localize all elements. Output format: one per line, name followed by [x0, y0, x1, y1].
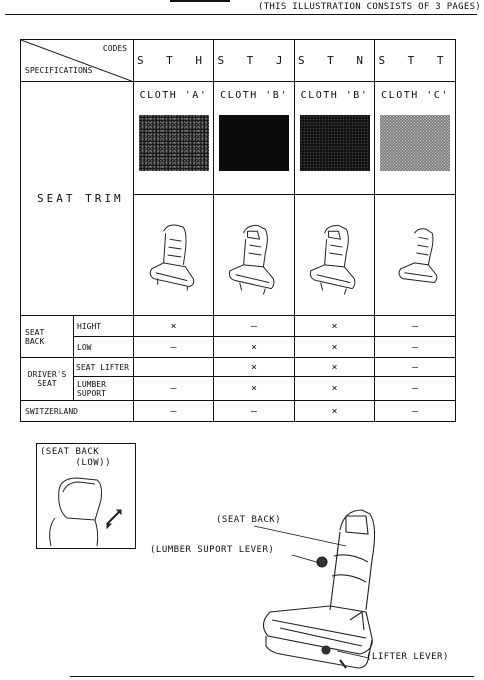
mark-swiss-stn: ×	[295, 401, 375, 422]
top-mark	[170, 0, 230, 2]
mark-swiss-sth: —	[134, 401, 214, 422]
mark-lumber-stt: —	[375, 377, 456, 401]
callout-seat-back: (SEAT BACK)	[216, 515, 282, 525]
mark-lifter-sth	[134, 358, 214, 377]
seat-trim-label: SEAT TRIM	[37, 192, 124, 205]
corner-codes: CODES	[102, 44, 127, 53]
cloth-a-label: CLOTH 'A'	[139, 90, 208, 101]
mark-lumber-sth: —	[134, 377, 214, 401]
mark-low-sth: —	[134, 337, 214, 358]
drivers-seat-label: DRIVER'S SEAT	[21, 358, 74, 401]
mark-hight-stn: ×	[295, 316, 375, 337]
switzerland-label: SWITZERLAND	[21, 401, 134, 422]
bottom-rule	[70, 676, 474, 677]
cloth-a-swatch	[139, 115, 209, 171]
mark-lifter-stn: ×	[295, 358, 375, 377]
mark-lifter-stj: ×	[214, 358, 295, 377]
top-rule	[5, 14, 477, 15]
page-note: (THIS ILLUSTRATION CONSISTS OF 3 PAGES)	[258, 2, 482, 12]
cloth-c-swatch	[380, 115, 450, 171]
mark-lumber-stj: ×	[214, 377, 295, 401]
code-stj: S T J	[214, 40, 295, 82]
mark-lumber-stn: ×	[295, 377, 375, 401]
mark-low-stn: ×	[295, 337, 375, 358]
callout-lifter: (LIFTER LEVER)	[366, 652, 449, 662]
mark-low-stt: —	[375, 337, 456, 358]
row-lumber-label: LUMBER SUPORT	[74, 377, 134, 401]
mark-hight-stt: —	[375, 316, 456, 337]
cloth-b2-swatch	[300, 115, 370, 171]
cloth-b-swatch	[219, 115, 289, 171]
mark-low-stj: ×	[214, 337, 295, 358]
cloth-c-label: CLOTH 'C'	[381, 90, 449, 101]
cloth-b2-cell	[295, 82, 375, 195]
seat-stt-cell	[375, 195, 456, 316]
corner-specs: SPECIFICATIONS	[25, 66, 93, 75]
mark-hight-stj: —	[214, 316, 295, 337]
seat-back-label: SEAT BACK	[21, 316, 74, 358]
seat-sth-cell	[134, 195, 214, 316]
row-lifter-label: SEAT LIFTER	[74, 358, 134, 377]
seat-stj-cell	[214, 195, 295, 316]
leader-lifter	[335, 648, 375, 663]
mark-swiss-stt: —	[375, 401, 456, 422]
seat-illustration	[134, 203, 213, 303]
seat-trim-cell	[21, 82, 134, 316]
inset-title: (SEAT BACK (LOW))	[40, 447, 112, 468]
seat-illustration	[214, 203, 293, 303]
corner-cell	[21, 40, 134, 82]
row-hight-label: HIGHT	[74, 316, 134, 337]
cloth-c-cell	[375, 82, 456, 195]
seat-illustration	[375, 203, 454, 303]
code-sth: S T H	[134, 40, 214, 82]
inset-seat-back-low	[36, 443, 136, 549]
seat-stn-cell	[295, 195, 375, 316]
cloth-b-label: CLOTH 'B'	[220, 90, 288, 101]
cloth-a-cell	[134, 82, 214, 195]
code-stn: S T N	[295, 40, 375, 82]
code-stt: S T T	[375, 40, 456, 82]
seat-illustration	[295, 203, 374, 303]
cloth-b2-label: CLOTH 'B'	[300, 90, 369, 101]
mark-hight-sth: ×	[134, 316, 214, 337]
callout-lumber: (LUMBER SUPORT LEVER)	[150, 545, 275, 555]
spec-table	[20, 39, 456, 422]
leader-lumber	[290, 553, 340, 568]
cloth-b-cell	[214, 82, 295, 195]
row-low-label: LOW	[74, 337, 134, 358]
mark-swiss-stj: —	[214, 401, 295, 422]
headrest-illustration	[37, 470, 135, 548]
mark-lifter-stt: —	[375, 358, 456, 377]
